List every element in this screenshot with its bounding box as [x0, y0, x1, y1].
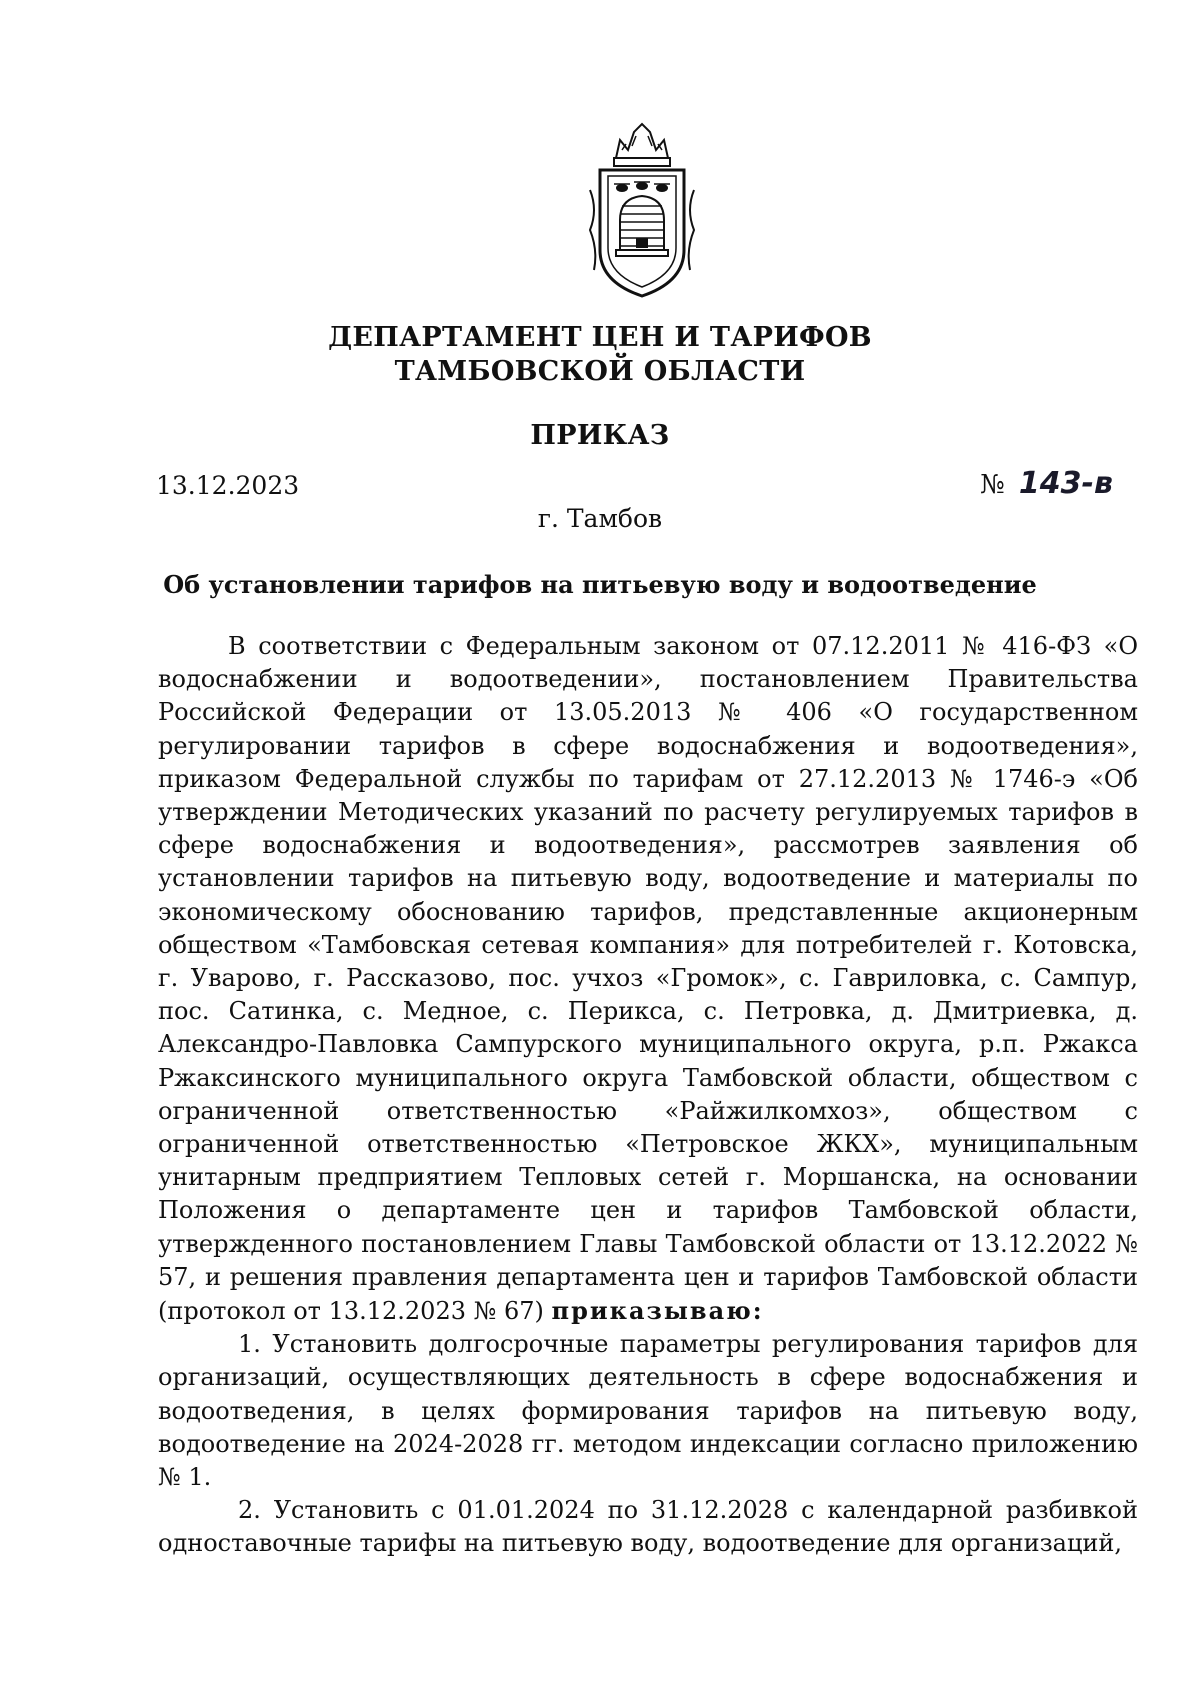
order-word: приказываю: [551, 1296, 764, 1326]
handwritten-order-number: 143-в [1018, 466, 1113, 501]
order-item-2: 2. Установить с 01.01.2024 по 31.12.2028 с календарной разбивкой одноставочные тарифы на питьевую воду, водоотведение для организаций, [158, 1496, 1138, 1558]
order-body [158, 630, 1138, 1561]
order-item-1: 1. Установить долгосрочные параметры регулирования тарифов для организаций, осуществляющих деятельность в сфере водоснабжения и водоотведения, в целях формирования тарифов на питьевую воду, водоотведение на 2024-2028 гг. методом индексации согласно приложению № 1. [158, 1330, 1138, 1492]
city: г. Тамбов [537, 504, 663, 533]
order-subject: Об установлении тарифов на питьевую воду и водоотведение [163, 570, 1037, 599]
preamble-text: В соответствии с Федеральным законом от 07.12.2011 № 416-ФЗ «О водоснабжении и водоотведении», постановлением Правительства Российской Федерации от 13.05.2013 № 406 «О государственном регулировании тарифов в сфере водоснабжения и водоотведения», приказом Федеральной службы по тарифам от 27.12.2013 № 1746-э «Об утверждении Методических указаний по расчету регулируемых тарифов в сфере водоснабжения и водоотведения», рассмотрев заявления об установлении тарифов на питьевую воду, водоотведение и материалы по экономическому обоснованию тарифов, представленные акционерным обществом «Тамбовская сетевая компания» для потребителей г. Котовска, г. Уварово, г. Рассказово, пос. учхоз «Громок», с. Гавриловка, с. Сампур, пос. Сатинка, с. Медное, с. Перикса, с. Петровка, д. Дмитриевка, д. Александро-Павловка Сампурского муниципального округа, р.п. Ржакса Ржаксинского муниципального округа Тамбовской области, обществом с ограниченной ответственностью «Райжилкомхоз», обществом с ограниченной ответственностью «Петровское ЖКХ», муниципальным унитарным предприятием Тепловых сетей г. Моршанска, на основании Положения о департаменте цен и тарифов Тамбовской области, утвержденного постановлением Главы Тамбовской области от 13.12.2022 № 57, и решения правления департамента цен и тарифов Тамбовской области (протокол от 13.12.2023 № 67) [158, 632, 1138, 1326]
document-type: ПРИКАЗ [530, 420, 670, 451]
tambov-coat-of-arms-icon [576, 120, 708, 300]
department-name-line1: ДЕПАРТАМЕНТ ЦЕН И ТАРИФОВ [328, 322, 872, 353]
number-sign: № [980, 470, 1005, 500]
order-date: 13.12.2023 [156, 471, 300, 500]
preamble-paragraph [158, 630, 1138, 1328]
department-name-line2: ТАМБОВСКОЙ ОБЛАСТИ [394, 356, 806, 387]
order-number [980, 466, 1113, 501]
